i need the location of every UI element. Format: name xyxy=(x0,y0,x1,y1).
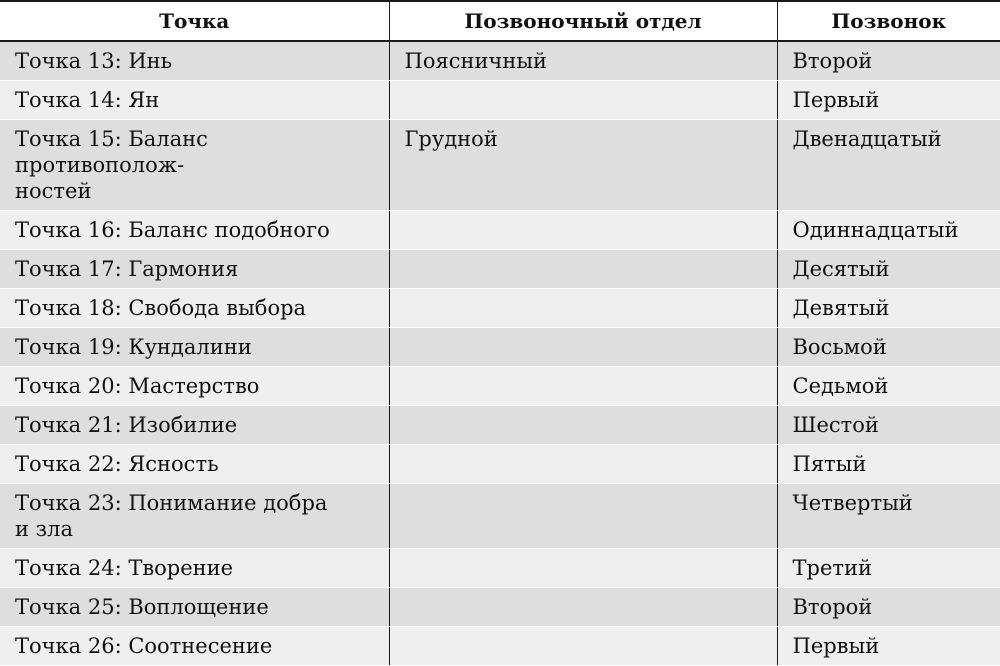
cell-point: Точка 19: Кундалини xyxy=(0,328,389,367)
cell-vertebra: Двенадцатый xyxy=(777,120,1000,211)
cell-section xyxy=(389,549,777,588)
table-header-row xyxy=(0,1,1000,41)
cell-vertebra: Второй xyxy=(777,588,1000,627)
cell-section xyxy=(389,81,777,120)
cell-section: Поясничный xyxy=(389,41,777,81)
table-row xyxy=(0,328,1000,367)
cell-section: Грудной xyxy=(389,120,777,211)
cell-point: Точка 22: Ясность xyxy=(0,445,389,484)
cell-section xyxy=(389,406,777,445)
table-row xyxy=(0,41,1000,81)
table-row xyxy=(0,81,1000,120)
table-row xyxy=(0,367,1000,406)
table-row xyxy=(0,549,1000,588)
table-row xyxy=(0,588,1000,627)
cell-point: Точка 18: Свобода выбора xyxy=(0,289,389,328)
cell-vertebra: Пятый xyxy=(777,445,1000,484)
cell-point: Точка 26: Соотнесение xyxy=(0,627,389,666)
cell-section xyxy=(389,211,777,250)
cell-point: Точка 20: Мастерство xyxy=(0,367,389,406)
cell-point: Точка 14: Ян xyxy=(0,81,389,120)
table-row xyxy=(0,120,1000,211)
table-body xyxy=(0,41,1000,666)
cell-vertebra: Четвертый xyxy=(777,484,1000,549)
table-row xyxy=(0,627,1000,666)
cell-vertebra: Одиннадцатый xyxy=(777,211,1000,250)
cell-vertebra: Первый xyxy=(777,627,1000,666)
header-section: Позвоночный отдел xyxy=(389,1,777,41)
cell-section xyxy=(389,588,777,627)
cell-section xyxy=(389,250,777,289)
cell-section xyxy=(389,289,777,328)
table-row xyxy=(0,445,1000,484)
cell-point: Точка 23: Понимание добра и зла xyxy=(0,484,389,549)
cell-section xyxy=(389,627,777,666)
header-point: Точка xyxy=(0,1,389,41)
cell-vertebra: Девятый xyxy=(777,289,1000,328)
cell-point: Точка 17: Гармония xyxy=(0,250,389,289)
cell-vertebra: Десятый xyxy=(777,250,1000,289)
cell-vertebra: Восьмой xyxy=(777,328,1000,367)
cell-point: Точка 25: Воплощение xyxy=(0,588,389,627)
table-row xyxy=(0,250,1000,289)
table-row xyxy=(0,406,1000,445)
table-row xyxy=(0,289,1000,328)
cell-section xyxy=(389,484,777,549)
cell-vertebra: Первый xyxy=(777,81,1000,120)
cell-vertebra: Шестой xyxy=(777,406,1000,445)
cell-section xyxy=(389,367,777,406)
cell-vertebra: Третий xyxy=(777,549,1000,588)
cell-vertebra: Седьмой xyxy=(777,367,1000,406)
cell-point: Точка 21: Изобилие xyxy=(0,406,389,445)
cell-point: Точка 24: Творение xyxy=(0,549,389,588)
cell-point: Точка 15: Баланс противополож- ностей xyxy=(0,120,389,211)
cell-point: Точка 16: Баланс подобного xyxy=(0,211,389,250)
header-vertebra: Позвонок xyxy=(777,1,1000,41)
cell-section xyxy=(389,445,777,484)
cell-point: Точка 13: Инь xyxy=(0,41,389,81)
cell-vertebra: Второй xyxy=(777,41,1000,81)
cell-section xyxy=(389,328,777,367)
table-row xyxy=(0,211,1000,250)
table-row xyxy=(0,484,1000,549)
